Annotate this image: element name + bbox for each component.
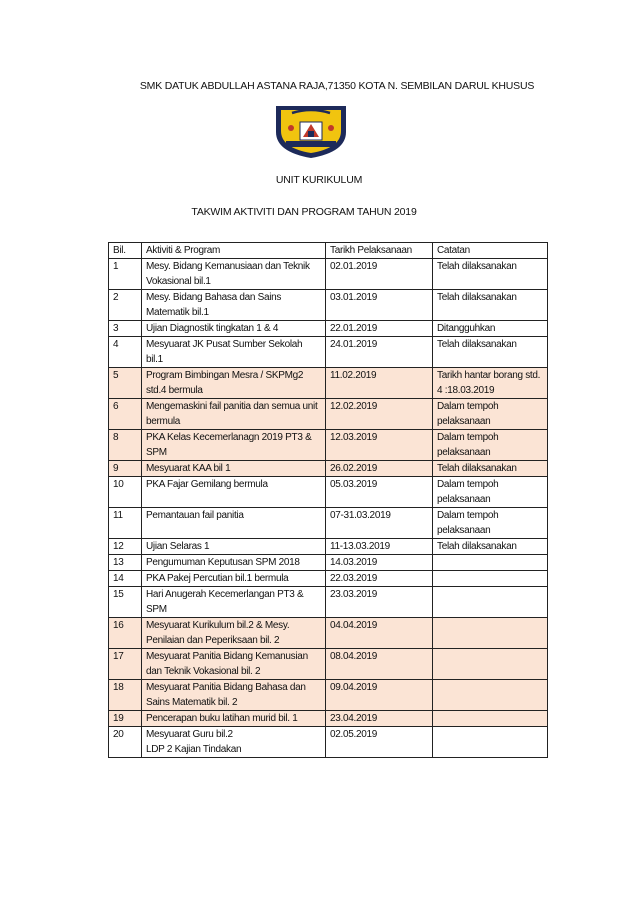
row-activity: PKA Fajar Gemilang bermula <box>142 477 326 508</box>
row-date: 07-31.03.2019 <box>326 508 433 539</box>
row-number: 18 <box>109 680 142 711</box>
row-date: 14.03.2019 <box>326 555 433 571</box>
row-note <box>433 649 548 680</box>
table-row <box>109 461 548 477</box>
table-row <box>109 399 548 430</box>
row-activity: Pencerapan buku latihan murid bil. 1 <box>142 711 326 727</box>
row-activity: Pengumuman Keputusan SPM 2018 <box>142 555 326 571</box>
row-note <box>433 618 548 649</box>
row-number: 9 <box>109 461 142 477</box>
row-note: Dalam tempoh pelaksanaan <box>433 430 548 461</box>
row-date: 09.04.2019 <box>326 680 433 711</box>
row-activity: Pemantauan fail panitia <box>142 508 326 539</box>
row-number: 14 <box>109 571 142 587</box>
row-note: Dalam tempoh pelaksanaan <box>433 477 548 508</box>
table-row <box>109 337 548 368</box>
row-note: Telah dilaksanakan <box>433 461 548 477</box>
header-date: Tarikh Pelaksanaan <box>326 243 433 259</box>
row-note: Tarikh hantar borang std. 4 :18.03.2019 <box>433 368 548 399</box>
row-number: 8 <box>109 430 142 461</box>
row-number: 19 <box>109 711 142 727</box>
row-date: 03.01.2019 <box>326 290 433 321</box>
row-date: 24.01.2019 <box>326 337 433 368</box>
row-date: 02.01.2019 <box>326 259 433 290</box>
row-date: 23.04.2019 <box>326 711 433 727</box>
row-activity: Hari Anugerah Kecemerlangan PT3 & SPM <box>142 587 326 618</box>
program-title: TAKWIM AKTIVITI DAN PROGRAM TAHUN 2019 <box>191 206 417 218</box>
row-date: 22.03.2019 <box>326 571 433 587</box>
header-activity: Aktiviti & Program <box>142 243 326 259</box>
row-date: 11-13.03.2019 <box>326 539 433 555</box>
row-number: 12 <box>109 539 142 555</box>
row-activity: Ujian Selaras 1 <box>142 539 326 555</box>
row-date: 08.04.2019 <box>326 649 433 680</box>
row-activity: PKA Kelas Kecemerlanagn 2019 PT3 & SPM <box>142 430 326 461</box>
row-activity: Mesyuarat Guru bil.2 LDP 2 Kajian Tindakan <box>142 727 326 758</box>
row-date: 05.03.2019 <box>326 477 433 508</box>
row-activity: Ujian Diagnostik tingkatan 1 & 4 <box>142 321 326 337</box>
table-row <box>109 727 548 758</box>
row-date: 04.04.2019 <box>326 618 433 649</box>
row-note: Ditangguhkan <box>433 321 548 337</box>
row-number: 3 <box>109 321 142 337</box>
row-activity: Program Bimbingan Mesra / SKPMg2 std.4 bermula <box>142 368 326 399</box>
row-activity: PKA Pakej Percutian bil.1 bermula <box>142 571 326 587</box>
row-note: Telah dilaksanakan <box>433 539 548 555</box>
table-row <box>109 321 548 337</box>
row-activity: Mesyuarat JK Pusat Sumber Sekolah bil.1 <box>142 337 326 368</box>
row-activity: Mesyuarat KAA bil 1 <box>142 461 326 477</box>
table-row <box>109 555 548 571</box>
row-date: 11.02.2019 <box>326 368 433 399</box>
row-number: 10 <box>109 477 142 508</box>
row-date: 23.03.2019 <box>326 587 433 618</box>
row-note: Telah dilaksanakan <box>433 337 548 368</box>
table-row <box>109 477 548 508</box>
table-row <box>109 587 548 618</box>
header-note: Catatan <box>433 243 548 259</box>
table-row <box>109 259 548 290</box>
row-number: 11 <box>109 508 142 539</box>
table-row <box>109 290 548 321</box>
table-row <box>109 539 548 555</box>
row-number: 13 <box>109 555 142 571</box>
row-number: 15 <box>109 587 142 618</box>
row-date: 22.01.2019 <box>326 321 433 337</box>
row-number: 1 <box>109 259 142 290</box>
row-note: Dalam tempoh pelaksanaan <box>433 399 548 430</box>
row-number: 4 <box>109 337 142 368</box>
row-note <box>433 571 548 587</box>
unit-title: UNIT KURIKULUM <box>275 174 363 186</box>
row-activity: Mengemaskini fail panitia dan semua unit bermula <box>142 399 326 430</box>
row-number: 20 <box>109 727 142 758</box>
table-header-row <box>109 243 548 259</box>
school-crest-logo <box>272 102 350 160</box>
table-row <box>109 368 548 399</box>
table-row <box>109 680 548 711</box>
table-row <box>109 508 548 539</box>
row-note <box>433 587 548 618</box>
row-activity: Mesyuarat Kurikulum bil.2 & Mesy. Penilaian dan Peperiksaan bil. 2 <box>142 618 326 649</box>
header-bil: Bil. <box>109 243 142 259</box>
row-number: 2 <box>109 290 142 321</box>
row-note: Telah dilaksanakan <box>433 290 548 321</box>
row-number: 16 <box>109 618 142 649</box>
table-row <box>109 571 548 587</box>
row-note <box>433 711 548 727</box>
row-number: 5 <box>109 368 142 399</box>
row-activity: Mesy. Bidang Bahasa dan Sains Matematik bil.1 <box>142 290 326 321</box>
row-note <box>433 727 548 758</box>
row-activity: Mesyuarat Panitia Bidang Bahasa dan Sains Matematik bil. 2 <box>142 680 326 711</box>
row-date: 02.05.2019 <box>326 727 433 758</box>
row-activity: Mesyuarat Panitia Bidang Kemanusian dan Teknik Vokasional bil. 2 <box>142 649 326 680</box>
row-date: 12.03.2019 <box>326 430 433 461</box>
table-row <box>109 430 548 461</box>
row-activity: Mesy. Bidang Kemanusiaan dan Teknik Vokasional bil.1 <box>142 259 326 290</box>
table-row <box>109 649 548 680</box>
school-name: SMK DATUK ABDULLAH ASTANA RAJA,71350 KOTA N. SEMBILAN DARUL KHUSUS <box>139 80 535 92</box>
row-note: Telah dilaksanakan <box>433 259 548 290</box>
row-note: Dalam tempoh pelaksanaan <box>433 508 548 539</box>
table-row <box>109 618 548 649</box>
table-row <box>109 711 548 727</box>
activity-table <box>108 242 548 758</box>
row-note <box>433 555 548 571</box>
row-number: 6 <box>109 399 142 430</box>
row-note <box>433 680 548 711</box>
row-number: 17 <box>109 649 142 680</box>
row-date: 12.02.2019 <box>326 399 433 430</box>
row-date: 26.02.2019 <box>326 461 433 477</box>
